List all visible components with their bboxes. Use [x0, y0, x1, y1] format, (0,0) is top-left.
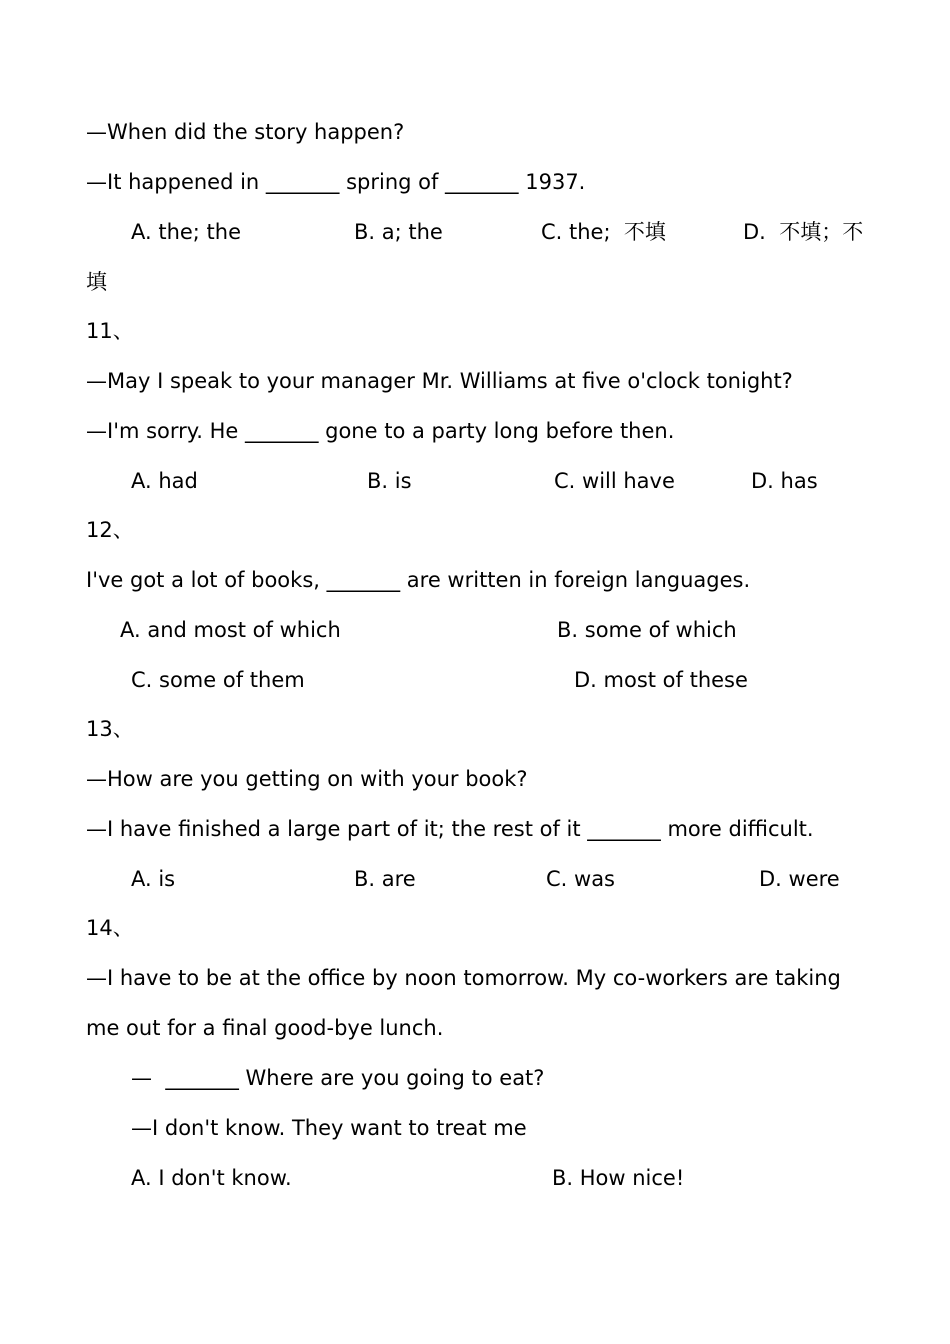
q14-number: 14、 — [86, 916, 134, 940]
q12-option-c: C. some of them — [131, 668, 305, 692]
q12-option-b: B. some of which — [557, 618, 737, 642]
q12-option-a: A. and most of which — [120, 618, 341, 642]
q11-dialogue-line-2: —I'm sorry. He _______ gone to a party long before then. — [86, 419, 675, 443]
q10-dialogue-line-1: —When did the story happen? — [86, 120, 405, 144]
q13-dialogue-line-1: —How are you getting on with your book? — [86, 767, 528, 791]
q10-option-d: D. 不填；不 — [743, 220, 864, 244]
q13-number: 13、 — [86, 717, 134, 741]
q12-option-d: D. most of these — [574, 668, 748, 692]
q11-option-d: D. has — [751, 469, 818, 493]
q14-option-a: A. I don't know. — [131, 1166, 292, 1190]
q12-number: 12、 — [86, 518, 134, 542]
q11-option-c: C. will have — [554, 469, 675, 493]
q10-option-b: B. a; the — [354, 220, 443, 244]
q13-option-b: B. are — [354, 867, 416, 891]
q11-option-a: A. had — [131, 469, 198, 493]
q13-dialogue-line-2: —I have finished a large part of it; the rest of it _______ more difficult. — [86, 817, 814, 841]
q14-dialogue-line-4: —I don't know. They want to treat me — [131, 1116, 527, 1140]
q10-option-d-wrap: 填 — [86, 270, 107, 294]
q11-number: 11、 — [86, 319, 134, 343]
q12-sentence: I've got a lot of books, _______ are written in foreign languages. — [86, 568, 751, 592]
q13-option-c: C. was — [546, 867, 615, 891]
q13-option-d: D. were — [759, 867, 840, 891]
q11-dialogue-line-1: —May I speak to your manager Mr. Williams at five o'clock tonight? — [86, 369, 793, 393]
q10-dialogue-line-2: —It happened in _______ spring of _______ 1937. — [86, 170, 586, 194]
q14-option-b: B. How nice! — [552, 1166, 685, 1190]
q10-option-a: A. the; the — [131, 220, 242, 244]
q14-dialogue-line-2: me out for a final good-bye lunch. — [86, 1016, 444, 1040]
q11-option-b: B. is — [367, 469, 412, 493]
q14-dialogue-line-3: — _______ Where are you going to eat? — [131, 1066, 545, 1090]
q13-option-a: A. is — [131, 867, 176, 891]
q10-option-c: C. the; 不填 — [541, 220, 666, 244]
q14-dialogue-line-1: —I have to be at the office by noon tomorrow. My co-workers are taking — [86, 966, 841, 990]
